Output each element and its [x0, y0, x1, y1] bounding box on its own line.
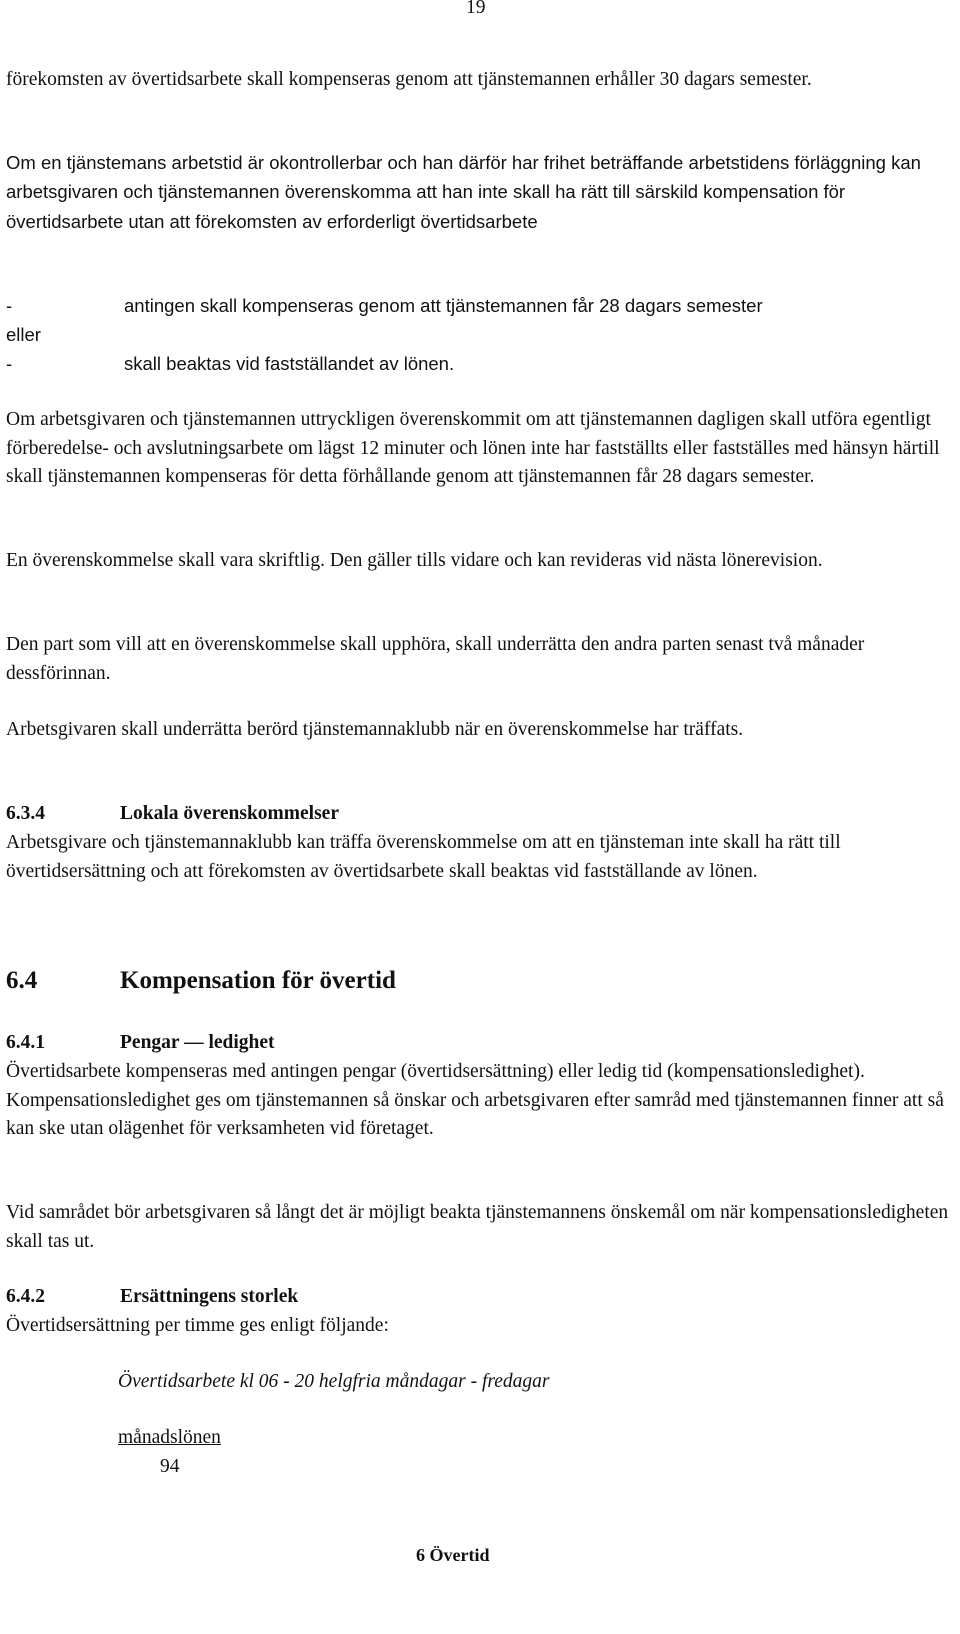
- paragraph-uncontrollable-hours: Om en tjänstemans arbetstid är okontrollerbar och han därför har frihet beträffande arbetstidens förläggning kan arbetsgivaren och tjänstemannen överenskomma att han inte skall ha rätt till särskild kompensation för övertidsarbete utan att förekomsten av erforderligt övertidsarbete: [6, 152, 921, 232]
- list-or-text: [6, 321, 954, 350]
- list-item-text: skall beaktas vid fastställandet av lönen.: [124, 353, 455, 374]
- paragraph-compensation-rate: Övertidsersättning per timme ges enligt följande:: [6, 1315, 389, 1336]
- section-title: Pengar — ledighet: [120, 1032, 275, 1053]
- section-heading-6-3-4: [6, 800, 954, 829]
- paragraph-consultation: Vid samrådet bör arbetsgivaren så långt det är möjligt beakta tjänstemannens önskemål om när kompensationsledigheten skall tas ut.: [6, 1202, 949, 1252]
- paragraph-preparation-work: Om arbetsgivaren och tjänstemannen uttryckligen överenskommit om att tjänstemannen dagligen skall utföra egentligt förberedelse- och avslutningsarbete om lägst 12 minuter och lönen inte har fastställts eller fastställes med hänsyn härtill skall tjänstemannen kompenseras för detta förhållande genom att tjänstemannen får 28 dagars semester.: [6, 409, 940, 487]
- page-number: 19: [466, 0, 486, 18]
- section-title: Ersättningens storlek: [120, 1286, 299, 1307]
- paragraph-termination: Den part som vill att en överenskommelse skall upphöra, skall underrätta den andra parten senast två månader dessförinnan.: [6, 634, 865, 684]
- section-title: Lokala överenskommelser: [120, 803, 339, 824]
- list-dash: -: [6, 295, 13, 316]
- section-heading-6-4-1: [6, 1029, 954, 1058]
- list-dash: -: [6, 353, 13, 374]
- formula-denominator: 94: [160, 1456, 180, 1477]
- paragraph-intro: förekomsten av övertidsarbete skall kompenseras genom att tjänstemannen erhåller 30 dagars semester.: [6, 69, 812, 90]
- formula-label: Övertidsarbete kl 06 - 20 helgfria måndagar - fredagar: [118, 1371, 550, 1392]
- section-number: 6.3.4: [6, 803, 45, 824]
- paragraph-money-or-leave: Övertidsarbete kompenseras med antingen pengar (övertidsersättning) eller ledig tid (kompensationsledighet). Kompensationsledighet ges om tjänstemannen så önskar och arbetsgivaren efter samråd med tjänstemannen finner att så kan ske utan olägenhet för verksamheten vid företaget.: [6, 1061, 944, 1139]
- section-heading-6-4: [6, 967, 954, 1001]
- section-number: 6.4: [6, 967, 38, 994]
- paragraph-notify-club: Arbetsgivaren skall underrätta berörd tjänstemannaklubb när en överenskommelse har träffats.: [6, 719, 744, 740]
- section-number: 6.4.1: [6, 1032, 45, 1053]
- formula-numerator: månadslönen: [118, 1427, 221, 1448]
- list-item-text: antingen skall kompenseras genom att tjänstemannen får 28 dagars semester: [124, 295, 763, 316]
- paragraph-written-agreement: En överenskommelse skall vara skriftlig. Den gäller tills vidare och kan revideras vid nästa lönerevision.: [6, 550, 823, 571]
- section-heading-6-4-2: [6, 1283, 954, 1312]
- section-title: Kompensation för övertid: [120, 967, 396, 994]
- footer-chapter: 6 Övertid: [416, 1545, 490, 1565]
- paragraph-local-agreements: Arbetsgivare och tjänstemannaklubb kan träffa överenskommelse om att en tjänsteman inte skall ha rätt till övertidsersättning och att förekomsten av övertidsarbete skall beaktas vid fastställande av lönen.: [6, 832, 841, 882]
- section-number: 6.4.2: [6, 1286, 45, 1307]
- or-label: eller: [6, 324, 41, 345]
